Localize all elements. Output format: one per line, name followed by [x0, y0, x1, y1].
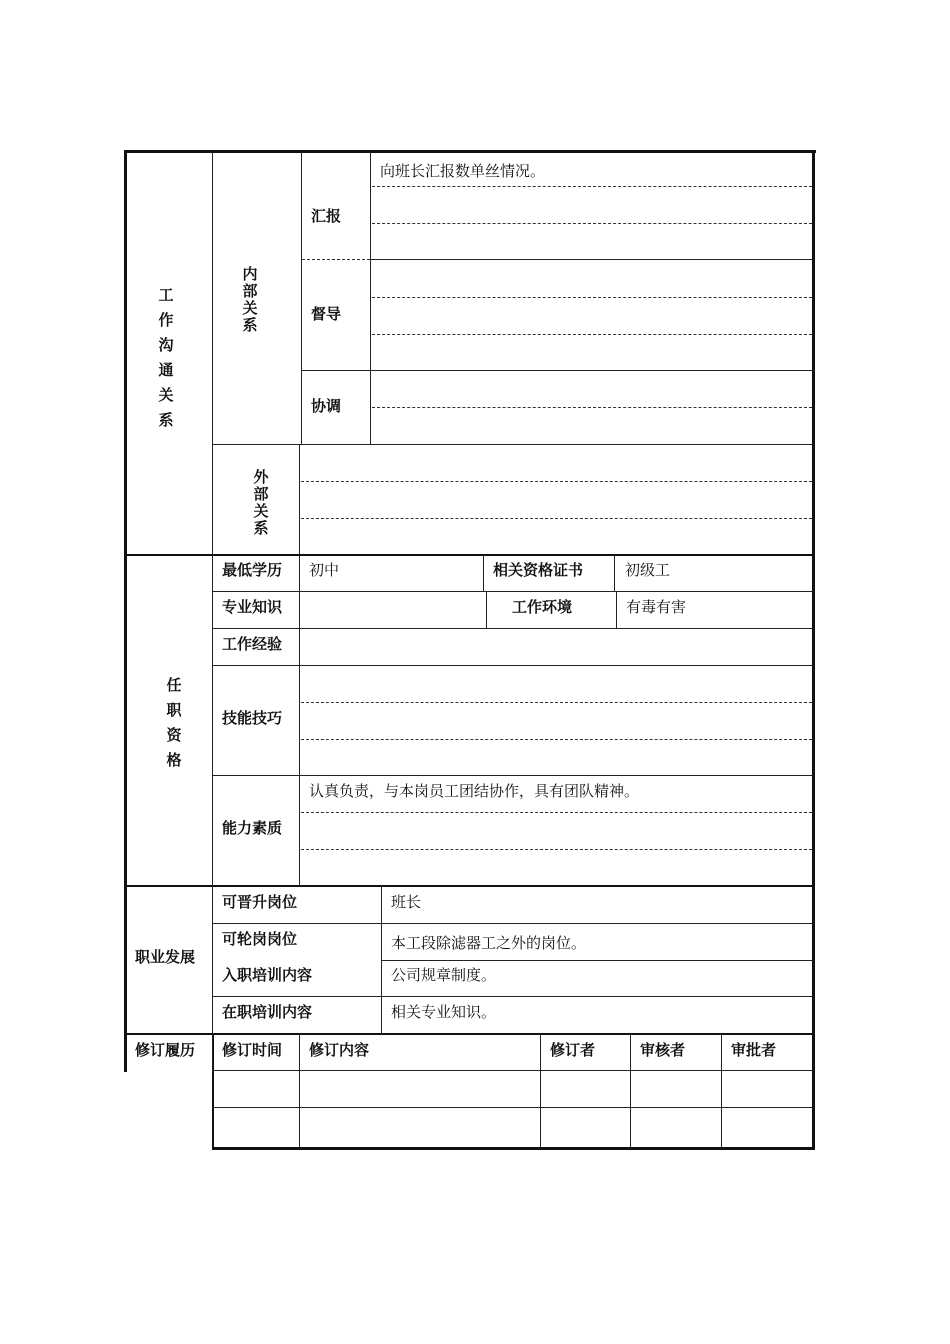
label-min-education: 最低学历 — [222, 561, 283, 579]
external-col-divider — [299, 444, 300, 554]
qual-mid-col-1 — [483, 556, 484, 592]
table-border-top — [124, 150, 816, 153]
rev-row-line-1 — [212, 1070, 813, 1071]
header-revision-time: 修订时间 — [222, 1041, 283, 1059]
value-rotation: 本工段除滤器工之外的岗位。 — [391, 934, 587, 952]
qual-row-line-3 — [212, 665, 813, 666]
label-internal-relations: 内部关系 — [242, 265, 258, 334]
label-external-relations: 外部关系 — [253, 468, 269, 537]
coordinate-dash-1 — [372, 407, 812, 408]
label-onjob-training: 在职培训内容 — [222, 1003, 313, 1021]
qual-row-line-4 — [212, 775, 813, 776]
header-revision-content: 修订内容 — [309, 1041, 370, 1059]
value-ability: 认真负责，与本岗员工团结协作，具有团队精神。 — [309, 782, 640, 800]
section-title-qualification: 任职资格 — [166, 676, 182, 769]
report-text: 向班长汇报数单丝情况。 — [380, 162, 546, 180]
external-dash-1 — [301, 481, 812, 482]
value-work-environment: 有毒有害 — [626, 598, 687, 616]
qual-right-col-2 — [616, 592, 617, 628]
table-border-bottom — [212, 1147, 815, 1150]
internal-col-divider — [301, 152, 302, 444]
qual-mid-col-2 — [486, 592, 487, 628]
ability-dash-1 — [301, 812, 812, 813]
label-report: 汇报 — [311, 207, 342, 225]
header-reviser: 修订者 — [550, 1041, 596, 1059]
value-promotion: 班长 — [391, 893, 422, 911]
label-work-environment: 工作环境 — [512, 598, 573, 616]
divider-qualification-career — [124, 885, 814, 887]
rev-row-line-2 — [212, 1107, 813, 1108]
table-border-right — [812, 150, 815, 1150]
rev-col-2 — [540, 1035, 541, 1148]
skill-dash-2 — [301, 739, 812, 740]
label-rotation: 可轮岗岗位 — [222, 930, 298, 948]
header-approver: 审批者 — [731, 1041, 777, 1059]
label-skills: 技能技巧 — [222, 709, 283, 727]
qual-label-col — [299, 556, 300, 885]
supervise-bottom-line — [301, 370, 813, 371]
supervise-dash-1 — [372, 297, 812, 298]
rev-col-4 — [721, 1035, 722, 1148]
label-coordinate: 协调 — [311, 397, 342, 415]
supervise-dash-2 — [372, 334, 812, 335]
value-onboard-training: 公司规章制度。 — [391, 966, 497, 984]
section-title-communication: 工作沟通关系 — [158, 286, 174, 429]
career-row-line-2 — [381, 960, 813, 961]
value-certificate: 初级工 — [625, 561, 671, 579]
rev-col-1 — [299, 1035, 300, 1148]
header-reviewer: 审核者 — [640, 1041, 686, 1059]
section-title-revision: 修订履历 — [135, 1041, 196, 1059]
qual-row-line-1 — [212, 591, 813, 592]
divider-career-revision — [124, 1033, 814, 1035]
external-dash-2 — [301, 518, 812, 519]
qual-right-col-1 — [614, 556, 615, 592]
table-border-left — [124, 150, 127, 1072]
qual-row-line-2 — [212, 628, 813, 629]
section-title-career: 职业发展 — [135, 948, 196, 966]
value-min-education: 初中 — [309, 561, 340, 579]
report-bottom-line — [370, 259, 813, 260]
col1-divider — [212, 152, 213, 1072]
value-onjob-training: 相关专业知识。 — [391, 1003, 497, 1021]
internal-bottom-line — [212, 444, 813, 445]
report-supervise-dotted — [302, 259, 370, 260]
label-ability: 能力素质 — [222, 819, 283, 837]
rev-col-3 — [630, 1035, 631, 1148]
report-dash-1 — [372, 186, 812, 187]
label-supervise: 督导 — [311, 305, 342, 323]
sublabel-col-divider — [370, 152, 371, 444]
report-dash-2 — [372, 223, 812, 224]
skill-dash-1 — [301, 702, 812, 703]
label-onboard-training: 入职培训内容 — [222, 966, 313, 984]
divider-communication-qualification — [124, 554, 814, 556]
label-promotion: 可晋升岗位 — [222, 893, 298, 911]
label-experience: 工作经验 — [222, 635, 283, 653]
label-certificate: 相关资格证书 — [493, 561, 584, 579]
career-row-line-1 — [212, 923, 813, 924]
ability-dash-2 — [301, 849, 812, 850]
career-row-line-3 — [212, 996, 813, 997]
label-knowledge: 专业知识 — [222, 598, 283, 616]
